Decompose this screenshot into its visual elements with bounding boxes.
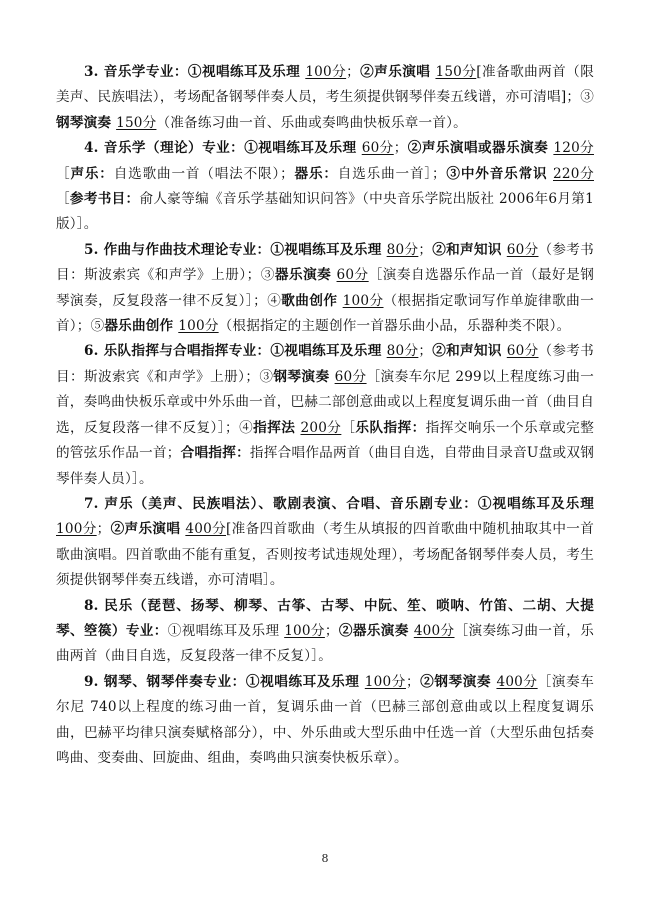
score-value: 220分 bbox=[553, 165, 594, 182]
body-text: ； bbox=[418, 241, 433, 258]
emphasized-text: ①视唱练耳及乐理 bbox=[245, 673, 365, 690]
score-value: 60分 bbox=[506, 343, 539, 360]
body-text: 俞人豪等编《音乐学基础知识问答》（中央音乐学院出版社 2006年6月第1版）］。 bbox=[56, 191, 594, 233]
body-text: ［ bbox=[56, 191, 70, 208]
score-value: 120分 bbox=[553, 140, 594, 157]
paragraph-music-studies bbox=[56, 60, 594, 136]
paragraph-vocal bbox=[56, 492, 594, 594]
score-value: 60分 bbox=[361, 140, 394, 157]
emphasized-text: ②器乐演奏 bbox=[338, 622, 414, 639]
emphasized-text: ①视唱练耳及乐理 bbox=[270, 343, 387, 360]
emphasized-text: ①视唱练耳及乐理 bbox=[187, 64, 306, 80]
body-text: ［ bbox=[341, 419, 356, 436]
score-value: 200分 bbox=[300, 419, 342, 436]
body-text: （参考书目：斯波索宾《和声学》上册）；③ bbox=[56, 241, 594, 284]
emphasized-text: ②钢琴演奏 bbox=[419, 673, 497, 690]
emphasized-text: ②声乐演唱或器乐演奏 bbox=[407, 140, 554, 157]
emphasized-text: 器乐曲创作 bbox=[104, 318, 179, 335]
emphasized-text: 3. 音乐学专业： bbox=[84, 64, 188, 80]
score-value: 80分 bbox=[386, 343, 419, 360]
emphasized-text: 指挥法 bbox=[253, 419, 301, 436]
body-text: 指挥合唱作品两首（曲目自选，自带曲目录音U盘或双钢琴伴奏人员）］。 bbox=[56, 445, 594, 487]
exam-subjects-text bbox=[56, 60, 594, 771]
emphasized-text: ②声乐演唱 bbox=[110, 521, 186, 538]
body-text: （参考书目：斯波索宾《和声学》上册）；③ bbox=[56, 343, 594, 385]
paragraph-folk-instruments bbox=[56, 594, 594, 670]
body-text: ［ bbox=[56, 165, 71, 182]
body-text: （根据指定的主题创作一首器乐曲小品，乐器种类不限）。 bbox=[218, 318, 571, 335]
emphasized-text: 钢琴演奏 bbox=[273, 368, 335, 385]
emphasized-text: 器乐演奏 bbox=[274, 267, 337, 284]
body-text: ［演奏练习曲一首，乐曲两首（曲目自选，反复段落一律不反复）］。 bbox=[56, 622, 595, 665]
body-text: （准备练习曲一首、乐曲或奏鸣曲快板乐章一首）。 bbox=[156, 114, 467, 131]
emphasized-text: ③中外音乐常识 bbox=[445, 165, 553, 182]
body-text: 自选歌曲一首（唱法不限）； bbox=[113, 165, 294, 182]
body-text: ①视唱练耳及乐理 bbox=[167, 622, 285, 639]
body-text: [准备四首歌曲（考生从填报的四首歌曲中随机抽取其中一首歌曲演唱。四首歌曲不能有重复，否则按考试违规处理），考场配备钢琴伴奏人员，考生须提供钢琴伴奏五线谱，亦可清唱］。 bbox=[56, 521, 594, 589]
body-text: ； bbox=[393, 140, 408, 157]
score-value: 100分 bbox=[178, 318, 219, 335]
paragraph-piano bbox=[56, 670, 594, 772]
score-value: 100分 bbox=[56, 521, 97, 538]
emphasized-text: 乐队指挥： bbox=[355, 419, 426, 436]
emphasized-text: 8. 民乐（琵琶、扬琴、柳琴、古筝、古琴、中阮、笙、唢呐、竹笛、二胡、大提琴、箜篌）专业： bbox=[56, 597, 594, 639]
paragraph-music-theory bbox=[56, 136, 594, 238]
emphasized-text: 钢琴演奏 bbox=[56, 114, 117, 131]
score-value: 100分 bbox=[284, 622, 325, 639]
paragraph-conducting bbox=[56, 339, 594, 491]
emphasized-text: ②和声知识 bbox=[432, 343, 507, 360]
emphasized-text: 9. 钢琴、钢琴伴奏专业： bbox=[84, 673, 246, 690]
body-text: ； bbox=[346, 64, 360, 80]
score-value: 100分 bbox=[364, 673, 406, 690]
score-value: 60分 bbox=[336, 267, 369, 284]
body-text: （根据指定歌词写作单旋律歌曲一首）；⑤ bbox=[56, 292, 594, 335]
emphasized-text: 7. 声乐（美声、民族唱法）、歌剧表演、合唱、音乐剧专业： bbox=[84, 495, 478, 512]
body-text: ； bbox=[418, 343, 433, 360]
score-value: 100分 bbox=[305, 64, 347, 80]
emphasized-text: ①视唱练耳及乐理 bbox=[477, 495, 595, 512]
emphasized-text: 声乐： bbox=[70, 165, 114, 182]
emphasized-text: ②声乐演唱 bbox=[359, 64, 436, 80]
emphasized-text: 参考书目： bbox=[69, 191, 140, 208]
body-text: 指挥交响乐一个乐章或完整的管弦乐作品一首； bbox=[56, 419, 595, 462]
score-value: 60分 bbox=[506, 241, 539, 258]
emphasized-text: 歌曲创作 bbox=[281, 292, 343, 309]
body-text: [准备歌曲两首（限美声、民族唱法），考场配备钢琴伴奏人员，考生须提供钢琴伴奏五线谱，亦可清唱]；③ bbox=[56, 64, 594, 106]
score-value: 400分 bbox=[413, 622, 455, 639]
score-value: 100分 bbox=[342, 292, 384, 309]
emphasized-text: 5. 作曲与作曲技术理论专业： bbox=[84, 241, 271, 258]
emphasized-text: ②和声知识 bbox=[432, 241, 507, 258]
score-value: 150分 bbox=[116, 114, 157, 131]
body-text: ［演奏自选器乐作品一首（最好是钢琴演奏，反复段落一律不反复）］；④ bbox=[56, 267, 595, 309]
page-number: 8 bbox=[321, 852, 329, 865]
body-text: ； bbox=[96, 521, 111, 538]
emphasized-text: 6. 乐队指挥与合唱指挥专业： bbox=[84, 343, 271, 360]
emphasized-text: 器乐： bbox=[293, 165, 338, 182]
score-value: 60分 bbox=[334, 368, 367, 385]
score-value: 80分 bbox=[386, 241, 419, 258]
emphasized-text: 合唱指挥： bbox=[180, 445, 250, 462]
paragraph-composition bbox=[56, 238, 594, 340]
score-value: 150分 bbox=[435, 64, 477, 80]
body-text: ［演奏车尔尼 740以上程度的练习曲一首，复调乐曲一首（巴赫三部创意曲或以上程度复调乐曲，巴赫平均律只演奏赋格部分），中、外乐曲或大型乐曲中任选一首（大型乐曲包括奏鸣曲、变奏曲、回旋曲、组曲，奏鸣曲只演奏快板乐章）。 bbox=[56, 673, 595, 766]
emphasized-text: ①视唱练耳及乐理 bbox=[270, 241, 387, 258]
body-text: ； bbox=[324, 622, 339, 639]
emphasized-text: 4. 音乐学（理论）专业： bbox=[84, 140, 245, 157]
score-value: 400分 bbox=[496, 673, 538, 690]
score-value: 400分 bbox=[185, 521, 227, 538]
body-text: 自选乐曲一首］； bbox=[337, 165, 446, 182]
body-text: ； bbox=[405, 673, 420, 690]
emphasized-text: ①视唱练耳及乐理 bbox=[244, 140, 362, 157]
body-text: ［演奏车尔尼 299以上程度练习曲一首，奏鸣曲快板乐章或中外乐曲一首，巴赫二部创意曲或以上程度复调乐曲一首（曲目自选，反复段落一律不反复）］；④ bbox=[56, 368, 595, 436]
